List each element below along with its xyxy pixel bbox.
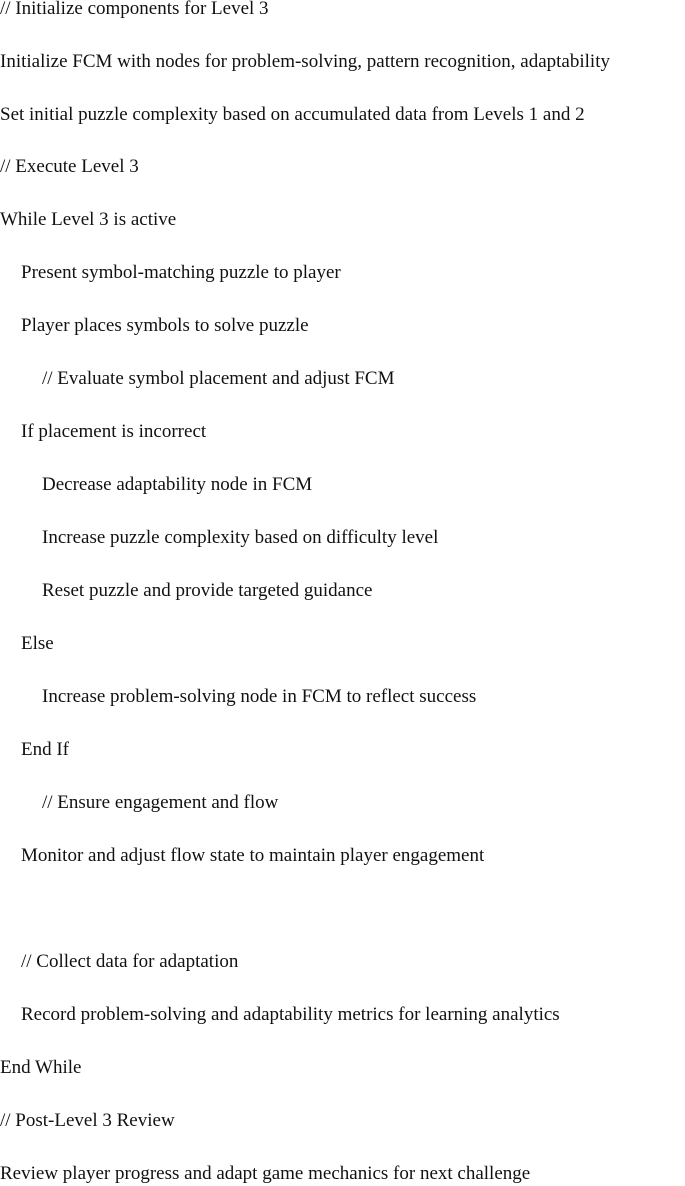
statement-else: Else (21, 633, 54, 654)
statement-end-while: End While (0, 1057, 82, 1078)
statement-present-puzzle: Present symbol-matching puzzle to player (21, 262, 341, 283)
comment-collect-data: // Collect data for adaptation (21, 951, 239, 972)
statement-monitor-flow: Monitor and adjust flow state to maintain player engagement (21, 845, 485, 866)
statement-record-metrics: Record problem-solving and adaptability metrics for learning analytics (21, 1004, 560, 1025)
statement-review-progress: Review player progress and adapt game mechanics for next challenge (0, 1163, 531, 1184)
comment-initialize-components: // Initialize components for Level 3 (0, 0, 269, 19)
statement-player-places: Player places symbols to solve puzzle (21, 315, 309, 336)
statement-increase-complexity: Increase puzzle complexity based on difficulty level (42, 527, 439, 548)
statement-set-complexity: Set initial puzzle complexity based on accumulated data from Levels 1 and 2 (0, 104, 585, 125)
statement-while-start: While Level 3 is active (0, 209, 177, 230)
statement-if-incorrect: If placement is incorrect (21, 421, 207, 442)
comment-post-level-review: // Post-Level 3 Review (0, 1110, 175, 1131)
comment-execute-level: // Execute Level 3 (0, 156, 139, 177)
statement-increase-problem-solving: Increase problem-solving node in FCM to reflect success (42, 686, 477, 707)
statement-initialize-fcm: Initialize FCM with nodes for problem-solving, pattern recognition, adaptability (0, 51, 610, 72)
statement-reset-puzzle: Reset puzzle and provide targeted guidance (42, 580, 373, 601)
statement-end-if: End If (21, 739, 70, 760)
comment-ensure-engagement: // Ensure engagement and flow (42, 792, 279, 813)
comment-evaluate-placement: // Evaluate symbol placement and adjust FCM (42, 368, 395, 389)
statement-decrease-adaptability: Decrease adaptability node in FCM (42, 474, 313, 495)
